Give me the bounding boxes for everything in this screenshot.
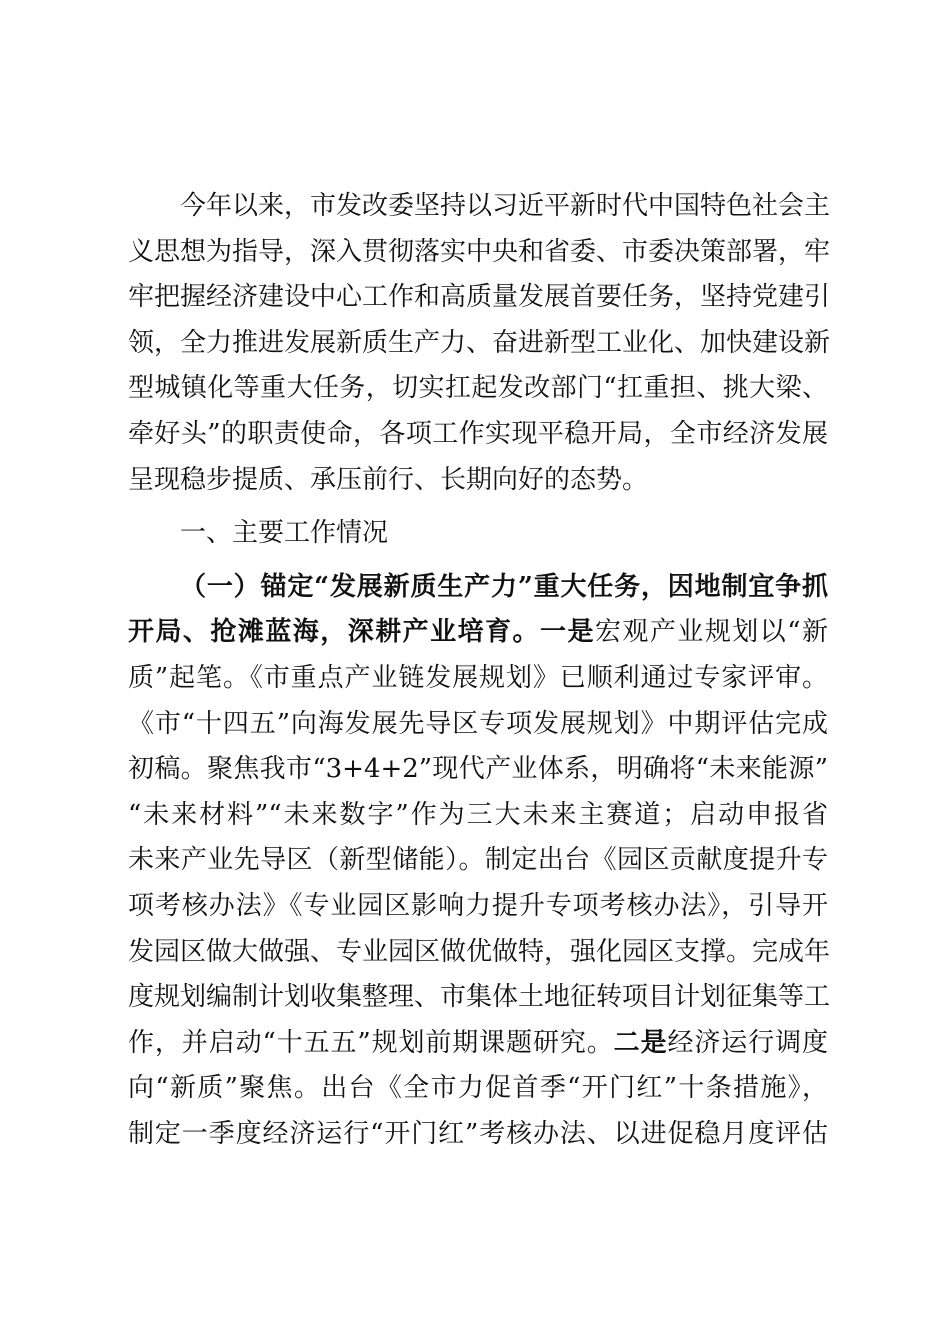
paragraph-line: 向“新质”聚焦。出台《全市力促首季“开门红”十条措施》， <box>128 1073 828 1104</box>
paragraph-line: 呈现稳步提质、承压前行、长期向好的态势。 <box>128 464 649 495</box>
paragraph-line: 发园区做大做强、专业园区做优做特，强化园区支撑。完成年 <box>128 936 831 967</box>
paragraph-line: 牵好头”的职责使命，各项工作实现平稳开局，全市经济发展 <box>128 418 828 449</box>
paragraph-line: 型城镇化等重大任务，切实扛起发改部门“扛重担、挑大梁、 <box>128 373 828 404</box>
paragraph-text: 经济运行调度 <box>667 1027 828 1058</box>
intro-paragraph <box>128 184 831 503</box>
subsection-title-line: （一）锚定“发展新质生产力”重大任务，因地制宜争抓 <box>180 571 828 602</box>
paragraph-line: “未来材料”“未来数字”作为三大未来主赛道；启动申报省 <box>128 799 828 830</box>
paragraph-text: 作，并启动“十五五”规划前期课题研究。 <box>128 1027 614 1058</box>
document-page <box>128 184 831 1157</box>
paragraph-line: 牢把握经济建设中心工作和高质量发展首要任务，坚持党建引 <box>128 282 831 313</box>
point-label: 一是 <box>540 617 595 648</box>
section-heading: 一、主要工作情况 <box>180 518 389 549</box>
paragraph-line: 制定一季度经济运行“开门红”考核办法、以进促稳月度评估 <box>128 1118 828 1149</box>
paragraph-line <box>128 1021 828 1067</box>
point-label: 二是 <box>613 1027 668 1058</box>
paragraph-line: 领，全力推进发展新质生产力、奋进新型工业化、加快建设新 <box>128 327 831 358</box>
paragraph-line: 《市“十四五”向海发展先导区专项发展规划》中期评估完成 <box>128 708 828 739</box>
paragraph-line <box>128 610 828 656</box>
paragraph-line: 今年以来，市发改委坚持以习近平新时代中国特色社会主 <box>180 191 831 221</box>
paragraph-line: 初稿。聚焦我市“3+4+2”现代产业体系，明确将“未来能源” <box>128 754 828 785</box>
paragraph-line: 义思想为指导，深入贯彻落实中央和省委、市委决策部署，牢 <box>128 236 831 267</box>
subsection-paragraph <box>128 565 831 1158</box>
subsection-title-end: 开局、抢滩蓝海，深耕产业培育。 <box>128 617 541 648</box>
paragraph-text: 宏观产业规划以“新 <box>594 617 828 648</box>
paragraph-line: 度规划编制计划收集整理、市集体土地征转项目计划征集等工 <box>128 982 831 1013</box>
paragraph-line: 项考核办法》《专业园区影响力提升专项考核办法》，引导开 <box>128 890 828 921</box>
paragraph-line: 未来产业先导区（新型储能）。制定出台《园区贡献度提升专 <box>128 845 828 876</box>
paragraph-line: 质”起笔。《市重点产业链发展规划》已顺利通过专家评审。 <box>128 662 828 693</box>
